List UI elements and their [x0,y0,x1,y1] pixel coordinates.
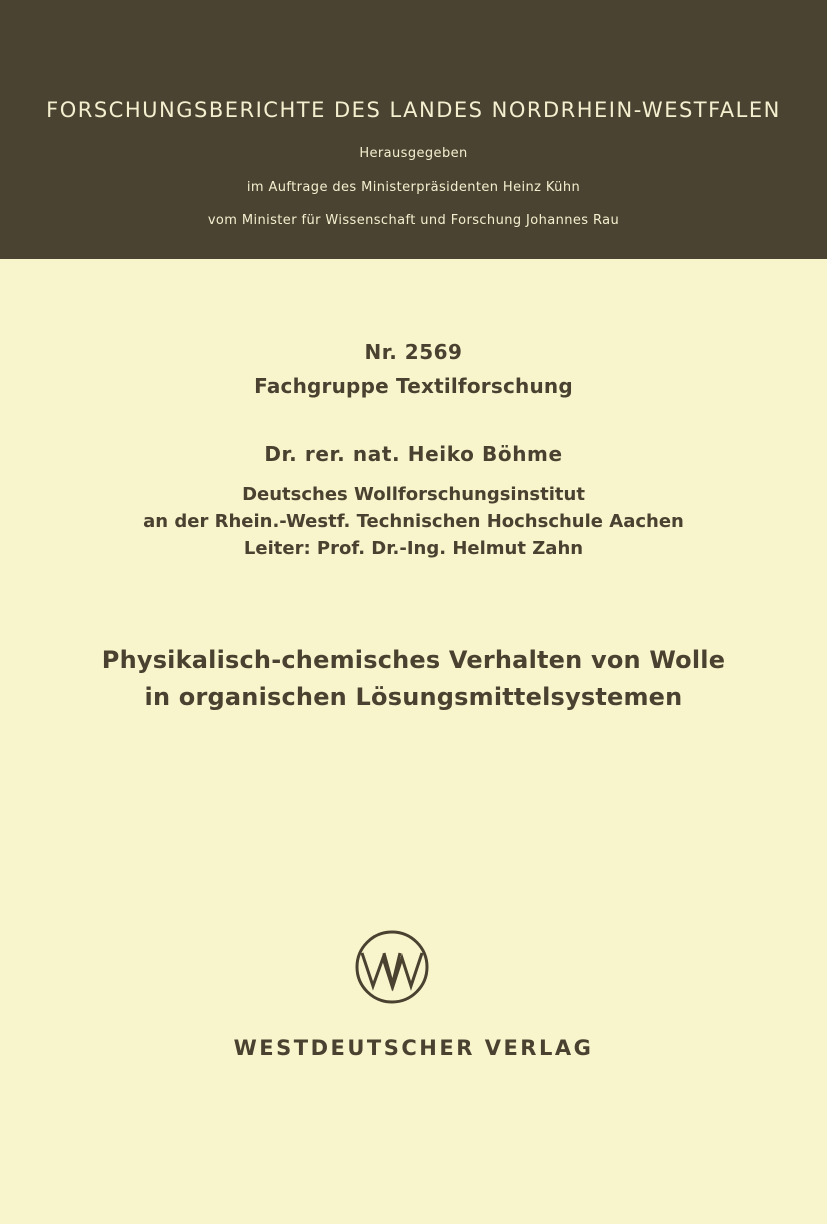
author-name: Dr. rer. nat. Heiko Böhme [264,442,563,466]
series-title: FORSCHUNGSBERICHTE DES LANDES NORDRHEIN-WESTFALEN [46,98,781,122]
publisher-name: WESTDEUTSCHER VERLAG [233,1036,594,1060]
book-title-line-2: in organischen Lösungsmittelsystemen [144,683,683,711]
subject-group: Fachgruppe Textilforschung [254,374,573,398]
institute-line-3: Leiter: Prof. Dr.-Ing. Helmut Zahn [243,538,584,559]
series-header-band [0,0,827,259]
publisher-note-line-3: vom Minister für Wissenschaft und Forschung Johannes Rau [207,213,620,228]
publisher-note-line-1: Herausgegeben [359,146,468,161]
report-number: Nr. 2569 [364,340,463,364]
institute-line-1: Deutsches Wollforschungsinstitut [242,484,585,505]
book-title-line-1: Physikalisch-chemisches Verhalten von Wolle [101,646,726,674]
publisher-note-line-2: im Auftrage des Ministerpräsidenten Heinz Kühn [246,180,581,195]
westdeutscher-verlag-ww-logo-icon [353,928,431,1006]
institute-line-2: an der Rhein.-Westf. Technischen Hochschule Aachen [143,511,684,532]
